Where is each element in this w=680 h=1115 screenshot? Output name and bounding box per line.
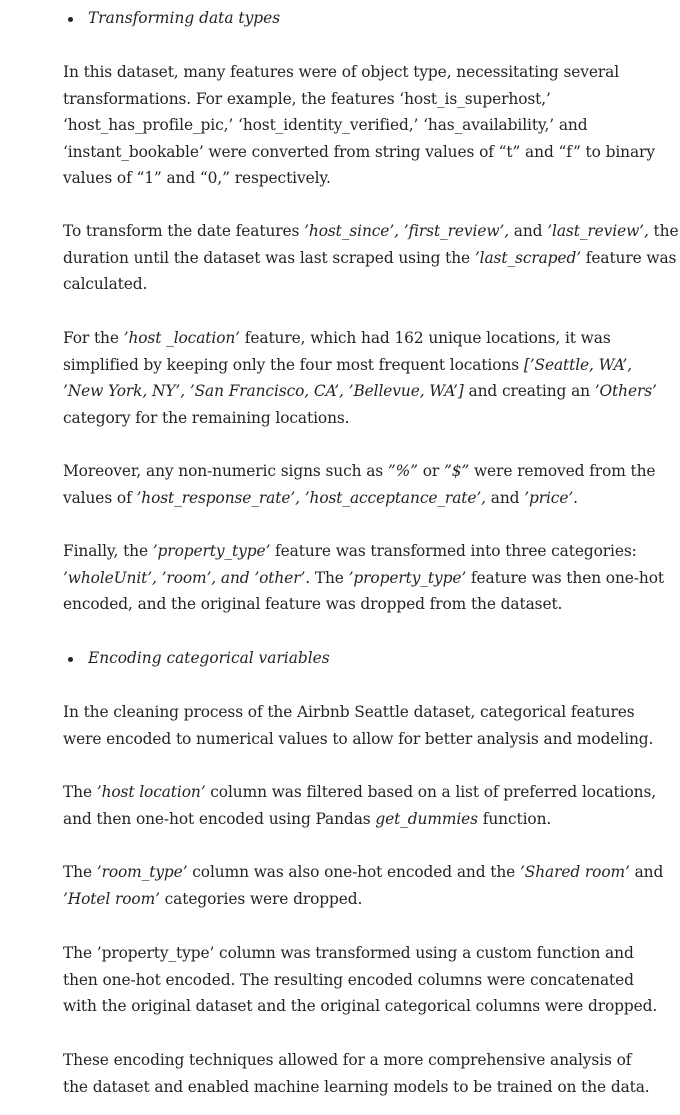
section-heading: Encoding categorical variables <box>88 649 330 667</box>
paragraph <box>63 1047 663 1100</box>
text-run: column was also one-hot encoded and the <box>187 863 520 881</box>
text-line <box>63 1074 663 1101</box>
text-run: In this dataset, many features were of object type, necessitating several <box>63 63 620 81</box>
text-run: values of <box>63 488 137 507</box>
paragraph <box>63 59 663 192</box>
bullet-heading-transforming <box>68 5 280 31</box>
text-run: For the <box>63 329 124 347</box>
text-run: values of “1” and “0,” respectively. <box>63 169 331 187</box>
text-run: ‘host_has_profile_pic,’ ‘host_identity_verified,’ ‘has_availability,’ and <box>63 116 588 134</box>
text-run: feature was <box>580 248 677 267</box>
section-heading: Transforming data types <box>88 9 281 27</box>
text-line <box>63 165 663 192</box>
text-line <box>63 565 663 592</box>
italic-term: ’host _location’ <box>123 329 240 347</box>
text-run: category for the remaining locations. <box>63 408 350 427</box>
text-line <box>63 806 663 833</box>
text-run: feature was then one-hot <box>466 568 664 587</box>
text-run: and <box>629 863 664 881</box>
text-line <box>63 940 663 967</box>
text-run: function. <box>477 809 552 828</box>
text-line <box>63 218 679 245</box>
text-line <box>63 378 663 405</box>
text-run: were encoded to numerical values to allow for better analysis and modeling. <box>63 729 654 748</box>
italic-term: ’Others’ <box>594 382 657 400</box>
text-run: categories were dropped. <box>159 889 363 908</box>
text-run: To transform the date features <box>63 222 305 240</box>
paragraph <box>63 325 663 431</box>
text-run: were removed from the <box>469 462 656 480</box>
italic-term: ’last_scraped’ <box>474 248 581 267</box>
text-line <box>63 993 663 1020</box>
text-run: the <box>648 222 679 240</box>
text-run: The <box>63 783 97 801</box>
text-run: then one-hot encoded. The resulting encoded columns were concatenated <box>63 970 634 989</box>
paragraph <box>63 779 663 832</box>
paragraph <box>63 940 663 1020</box>
text-run: feature, which had 162 unique locations, it was <box>239 329 611 347</box>
text-line <box>63 726 663 753</box>
text-run: encoded, and the original feature was dropped from the dataset. <box>63 595 563 613</box>
text-run: and then one-hot encoded using Pandas <box>63 809 376 828</box>
paragraph <box>63 458 663 511</box>
italic-term: get_dummies <box>375 809 478 828</box>
text-line <box>63 271 663 298</box>
paragraph <box>63 699 663 752</box>
text-run: and creating an <box>463 382 595 400</box>
italic-term: ’Hotel room’ <box>63 889 160 908</box>
italic-term: ’property_type’ <box>348 568 467 587</box>
text-run: The <box>63 863 97 881</box>
bullet-dot-icon <box>68 657 73 662</box>
text-line <box>63 886 663 913</box>
text-run: Moreover, any non-numeric signs such as <box>63 462 388 480</box>
text-line <box>63 245 677 272</box>
text-line <box>63 591 663 618</box>
text-run: . <box>573 488 578 507</box>
italic-term: ”%” <box>387 462 418 480</box>
italic-term: ”$” <box>443 462 470 480</box>
text-line <box>63 779 663 806</box>
text-run: column was filtered based on a list of preferred locations, <box>205 783 657 801</box>
text-line <box>63 485 663 512</box>
text-line <box>63 699 663 726</box>
paragraph <box>63 859 663 912</box>
text-run: and <box>509 222 548 240</box>
text-line <box>63 325 663 352</box>
bullet-heading-encoding <box>68 645 330 671</box>
text-run: and <box>485 488 525 507</box>
text-run: Finally, the <box>63 542 153 560</box>
italic-term: ’wholeUnit’, ’room’, and ’other’ <box>63 568 306 587</box>
text-run: duration until the dataset was last scraped using the <box>63 248 475 267</box>
text-line <box>63 405 663 432</box>
italic-term: ’host_since’, ’first_review’, <box>304 222 509 240</box>
text-line <box>63 859 663 886</box>
text-run: transformations. For example, the features ‘host_is_superhost,’ <box>63 89 551 108</box>
bullet-dot-icon <box>68 17 73 22</box>
text-line <box>63 458 663 485</box>
text-line <box>63 352 663 379</box>
text-line <box>63 86 663 113</box>
italic-term: ’host location’ <box>96 783 206 801</box>
text-line <box>63 59 663 86</box>
text-line <box>63 139 663 166</box>
text-run: calculated. <box>63 275 148 293</box>
text-line <box>63 112 663 139</box>
italic-term: ’property_type’ <box>152 542 271 560</box>
italic-term: ’price’ <box>524 488 574 507</box>
italic-term: ’New York, NY’, ’San Francisco, CA’, ’Bellevue, WA’] <box>63 382 464 400</box>
text-run: or <box>417 462 444 480</box>
italic-term: ’Shared room’ <box>519 863 630 881</box>
text-run: The ’property_type’ column was transformed using a custom function and <box>63 944 634 962</box>
text-line <box>63 1047 663 1074</box>
text-run: simplified by keeping only the four most frequent locations <box>63 355 524 374</box>
text-run: In the cleaning process of the Airbnb Seattle dataset, categorical features <box>63 703 635 721</box>
text-run: ‘instant_bookable’ were converted from string values of “t” and “f” to binary <box>63 142 655 161</box>
italic-term: ’host_response_rate’, ’host_acceptance_rate’, <box>136 488 486 507</box>
italic-term: ’room_type’ <box>96 863 188 881</box>
italic-term: ’last_review’, <box>547 222 649 240</box>
paragraph <box>63 218 679 298</box>
text-run: These encoding techniques allowed for a more comprehensive analysis of <box>63 1051 632 1069</box>
text-line <box>63 538 663 565</box>
italic-term: [’Seattle, WA’, <box>523 355 632 374</box>
text-run: . The <box>305 568 349 587</box>
paragraph <box>63 538 663 618</box>
text-run: with the original dataset and the original categorical columns were dropped. <box>63 997 658 1015</box>
text-run: feature was transformed into three categories: <box>270 542 637 560</box>
text-line <box>63 967 663 994</box>
text-run: the dataset and enabled machine learning models to be trained on the data. <box>63 1077 650 1096</box>
